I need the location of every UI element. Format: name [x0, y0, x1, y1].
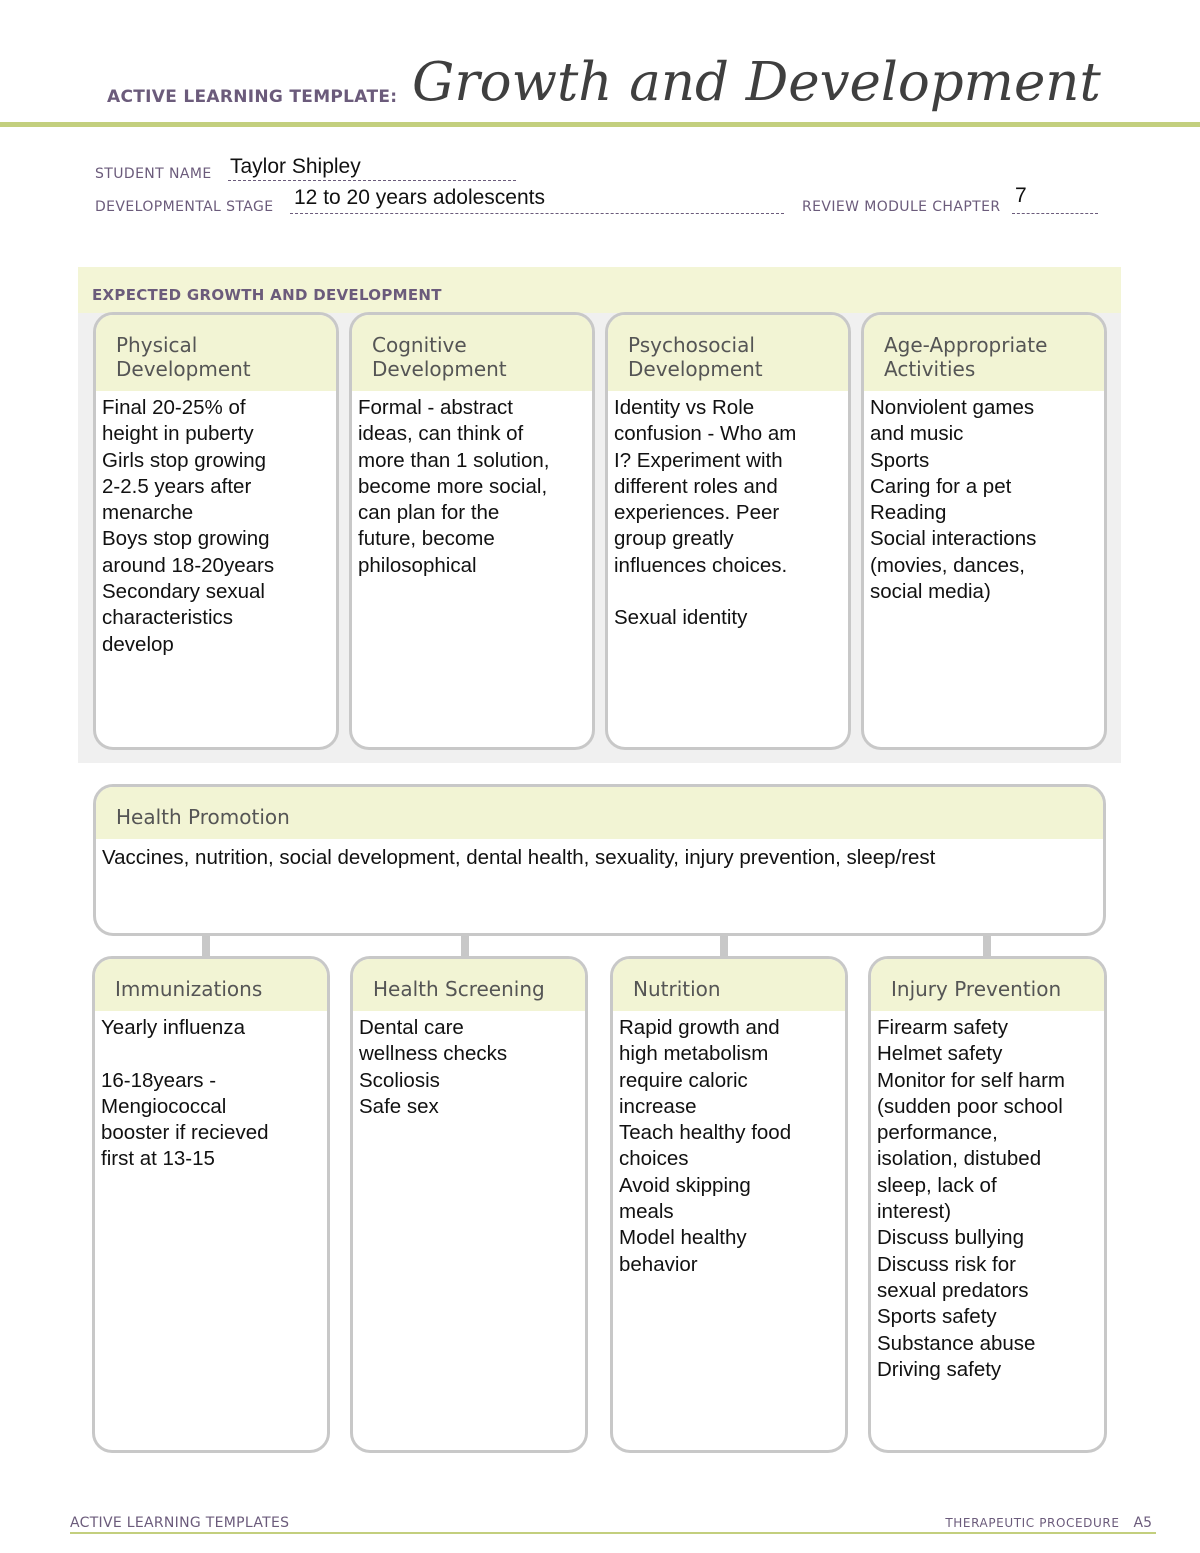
health-screening-text[interactable]: Dental care wellness checks Scoliosis Safe sex [359, 1016, 508, 1118]
connector-nutrition [720, 934, 728, 958]
age-appropriate-activities-text[interactable]: Nonviolent games and music Sports Caring for a pet Reading Social interactions (movies, dances, social media) [870, 396, 1037, 604]
immunizations-card [92, 956, 330, 1453]
health-promotion-card [93, 784, 1106, 936]
health-promotion-heading: Health Promotion [96, 787, 1103, 839]
header-divider [0, 122, 1200, 127]
cognitive-development-text[interactable]: Formal - abstract ideas, can think of more than 1 solution, become more social, can plan for the future, become philosophical [358, 396, 550, 577]
expected-growth-header [78, 267, 1121, 313]
cognitive-development-card [349, 312, 595, 750]
footer-left-label: ACTIVE LEARNING TEMPLATES [70, 1515, 290, 1531]
age-appropriate-activities-heading: Age-Appropriate Activities [864, 315, 1104, 391]
nutrition-heading: Nutrition [613, 959, 845, 1011]
review-module-chapter-line [1012, 213, 1098, 214]
review-module-chapter-label: REVIEW MODULE CHAPTER [802, 199, 1001, 215]
nutrition-text[interactable]: Rapid growth and high metabolism require caloric increase Teach healthy food choices Avoid skipping meals Model healthy behavior [619, 1016, 792, 1276]
injury-prevention-card [868, 956, 1107, 1453]
physical-development-card [93, 312, 339, 750]
developmental-stage-field[interactable]: 12 to 20 years adolescents [294, 186, 545, 209]
immunizations-text[interactable]: Yearly influenza 16-18years - Mengiococcal booster if recieved first at 13-15 [101, 1016, 269, 1171]
injury-prevention-text[interactable]: Firearm safety Helmet safety Monitor for self harm (sudden poor school performance, isolation, distubed sleep, lack of interest) Discuss bullying Discuss risk for sexual predators Sports safety Substance abuse Driving safety [877, 1016, 1065, 1381]
age-appropriate-activities-card [861, 312, 1107, 750]
page-number: A5 [1133, 1515, 1152, 1531]
student-name-field[interactable]: Taylor Shipley [230, 155, 361, 178]
physical-development-text[interactable]: Final 20-25% of height in puberty Girls stop growing 2-2.5 years after menarche Boys stop growing around 18-20years Secondary sexual characteristics develop [102, 396, 275, 656]
connector-health-screening [461, 934, 469, 958]
footer-right [945, 1515, 1152, 1531]
physical-development-heading: Physical Development [96, 315, 336, 391]
psychosocial-development-text[interactable]: Identity vs Role confusion - Who am I? Experiment with different roles and experiences. Peer group greatly influences choices. Sexual identity [614, 396, 797, 630]
expected-growth-title: EXPECTED GROWTH AND DEVELOPMENT [92, 286, 442, 304]
health-promotion-text[interactable]: Vaccines, nutrition, social development, dental health, sexuality, injury prevention, sleep/rest [102, 846, 936, 869]
cognitive-development-heading: Cognitive Development [352, 315, 592, 391]
template-label: ACTIVE LEARNING TEMPLATE: [107, 87, 398, 107]
student-name-label: STUDENT NAME [95, 166, 212, 182]
connector-immunizations [202, 934, 210, 958]
nutrition-card [610, 956, 848, 1453]
psychosocial-development-card [605, 312, 851, 750]
developmental-stage-line [290, 213, 784, 214]
developmental-stage-label: DEVELOPMENTAL STAGE [95, 199, 274, 215]
health-screening-heading: Health Screening [353, 959, 585, 1011]
immunizations-heading: Immunizations [95, 959, 327, 1011]
student-name-line [228, 180, 516, 181]
footer-divider [70, 1532, 1156, 1534]
psychosocial-development-heading: Psychosocial Development [608, 315, 848, 391]
footer-section-label: THERAPEUTIC PROCEDURE [945, 1516, 1120, 1530]
injury-prevention-heading: Injury Prevention [871, 959, 1104, 1011]
page-title: Growth and Development [412, 52, 1101, 113]
review-module-chapter-field[interactable]: 7 [1015, 184, 1027, 207]
health-screening-card [350, 956, 588, 1453]
page-header [107, 52, 1107, 122]
connector-injury-prevention [983, 934, 991, 958]
